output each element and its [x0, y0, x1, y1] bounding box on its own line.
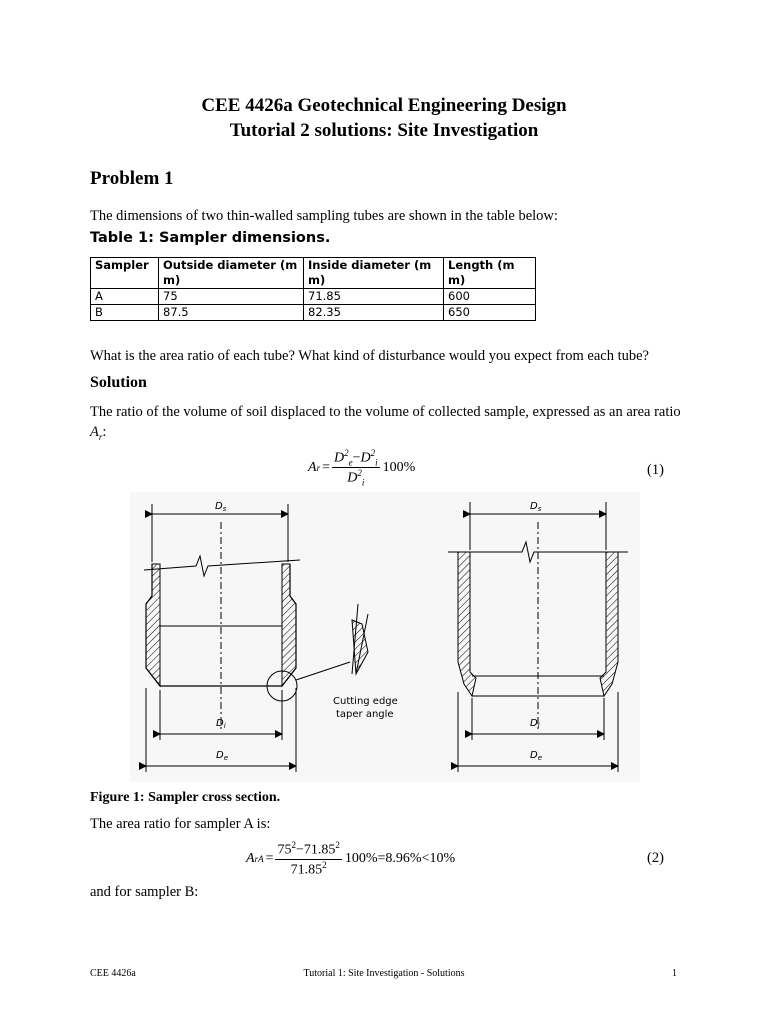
- document-title-line2: Tutorial 2 solutions: Site Investigation: [229, 120, 539, 141]
- problem-intro: The dimensions of two thin-walled sampling tubes are shown in the table below:: [90, 208, 558, 224]
- table-cell: 650: [444, 305, 536, 321]
- label-ds-right: $D_s$: [530, 501, 542, 513]
- table-row: [91, 289, 536, 305]
- cutting-edge-label-1: Cutting edge: [333, 696, 398, 707]
- area-ratio-sub: r: [98, 431, 103, 442]
- table-header-row: [91, 258, 536, 289]
- equation-1: A r = $\frac{D^2_e-D^2_i}{D^2_i}$ 100%: [308, 448, 416, 488]
- solution-text1-body: The ratio of the volume of soil displaced to the volume of collected sample, expressed as an area ratio: [90, 404, 681, 420]
- problem-question: What is the area ratio of each tube? What kind of disturbance would you expect from each tube?: [90, 348, 649, 364]
- document-title-line1: CEE 4426a Geotechnical Engineering Design: [201, 95, 567, 116]
- table-cell: B: [91, 305, 159, 321]
- sampler-cross-section-figure: [130, 492, 640, 782]
- eq1-lhs-sub: r: [316, 462, 321, 473]
- eq1-percent: 100%: [382, 459, 416, 475]
- eq1-den-di: D: [347, 471, 358, 487]
- table-cell: 71.85: [304, 289, 444, 305]
- table-header-cell: Length (mm): [444, 258, 536, 289]
- eq2-result: 100%=8.96%<10%: [344, 851, 456, 867]
- solution-text2: The area ratio for sampler A is:: [90, 816, 271, 832]
- table-cell: 87.5: [159, 305, 304, 321]
- figure-caption: Figure 1: Sampler cross section.: [90, 790, 281, 805]
- table-header-cell: Outside diameter (mm): [159, 258, 304, 289]
- eq1-sub-i: i: [375, 457, 378, 468]
- eq2-fraction: $\frac{75^2-71.85^2}{71.85^2}$: [277, 840, 340, 878]
- table-caption: Table 1: Sampler dimensions.: [90, 230, 331, 246]
- eq2-num-a: 75: [277, 842, 292, 858]
- sampler-table: [90, 257, 536, 321]
- problem-heading: Problem 1: [90, 168, 174, 189]
- table-row: [91, 305, 536, 321]
- eq2-den: 71.85: [290, 862, 323, 878]
- eq1-den-sub-i: i: [361, 477, 365, 488]
- label-di-right: $D_i$: [530, 718, 540, 730]
- eq1-lhs: A: [308, 459, 317, 475]
- area-ratio-symbol: [90, 424, 102, 440]
- eq1-fraction: $\frac{D^2_e-D^2_i}{D^2_i}$: [333, 448, 378, 488]
- eq2-lhs: A: [246, 851, 255, 867]
- table-header-cell: Inside diameter (mm): [304, 258, 444, 289]
- footer-page-number: 1: [672, 968, 677, 979]
- table-cell: 75: [159, 289, 304, 305]
- label-di-left: $D_i$: [216, 718, 226, 730]
- label-ds-left: $D_s$: [215, 501, 227, 513]
- solution-text3: and for sampler B:: [90, 884, 199, 900]
- table-cell: A: [91, 289, 159, 305]
- label-de-left: $D_e$: [216, 750, 229, 762]
- table-cell: 82.35: [304, 305, 444, 321]
- footer-left: CEE 4426a: [90, 968, 136, 979]
- eq1-num-de: D: [333, 450, 345, 466]
- equation-1-number: (1): [647, 462, 664, 478]
- label-de-right: $D_e$: [530, 750, 543, 762]
- area-ratio-letter: A: [90, 424, 99, 440]
- solution-text1: [90, 402, 690, 447]
- footer-center: Tutorial 1: Site Investigation - Solutions: [303, 968, 465, 979]
- area-ratio-colon: :: [102, 424, 107, 440]
- table-cell: 600: [444, 289, 536, 305]
- eq2-lhs-sub: rA: [254, 854, 264, 865]
- equation-2: A rA = $\frac{75^2-71.85^2}{71.85^2}$ 100%=8.96%<10%: [246, 840, 456, 878]
- equation-2-number: (2): [647, 850, 664, 866]
- cutting-edge-label-2: taper angle: [336, 709, 394, 720]
- table-header-cell: Sampler: [91, 258, 159, 289]
- eq2-num-b: 71.85: [303, 842, 336, 858]
- eq1-num-di: D: [360, 450, 371, 466]
- solution-heading: Solution: [90, 374, 147, 391]
- eq1-sub-e: e: [348, 457, 353, 468]
